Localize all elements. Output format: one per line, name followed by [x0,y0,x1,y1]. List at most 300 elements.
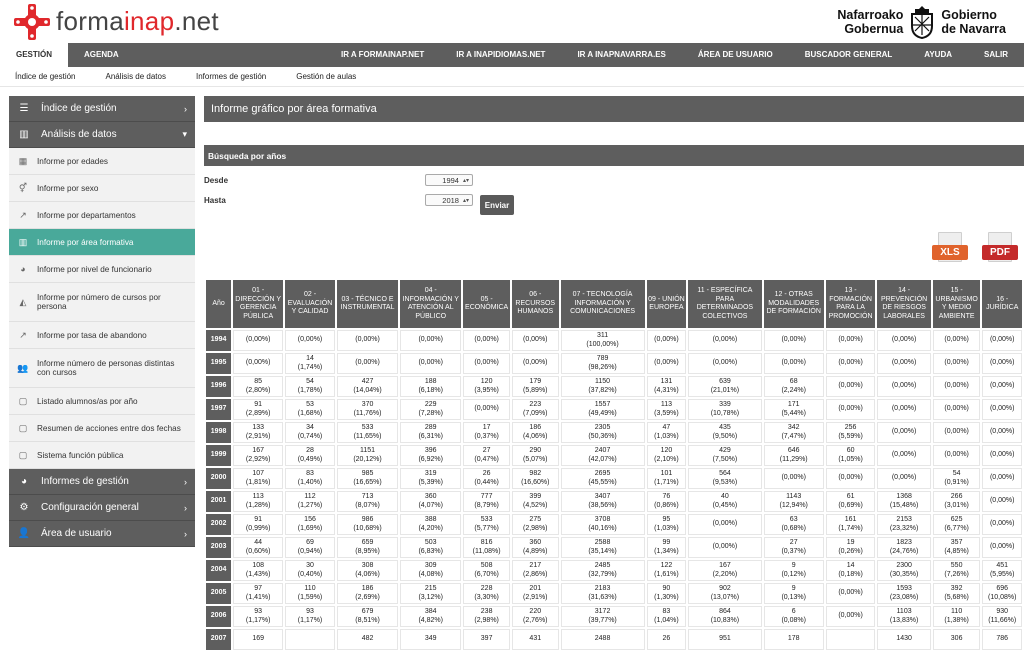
table-cell [982,376,1022,397]
table-cell [826,537,876,558]
chevron-right-icon: › [184,476,187,487]
table-body [206,330,1022,650]
table-cell [337,353,398,374]
cell-count: 1151 [360,447,376,454]
sidebar-item-edades[interactable] [9,148,195,175]
xls-label: XLS [932,245,968,260]
table-cell [647,376,687,397]
row-year: 2007 [206,629,231,650]
cell-count: 2153 [896,516,912,523]
table-cell [561,422,645,443]
table-cell [233,514,283,535]
table-cell [512,629,558,650]
cell-percent: (0,00%) [523,359,548,367]
table-cell [512,422,558,443]
table-cell [982,445,1022,466]
table-cell [688,514,761,535]
table-cell [688,491,761,512]
cell-count: 14 [306,355,314,362]
column-header: 12 - OTRAS MODALIDADES DE FORMACIÓN [764,280,824,328]
area-chart-icon: ◭ [19,296,27,307]
cell-count: 309 [424,562,437,569]
cell-count: 61 [846,493,855,500]
table-cell [285,468,335,489]
cell-count: 34 [306,424,314,431]
table-cell [512,560,558,581]
cell-count: 360 [424,493,437,500]
table-cell [400,376,461,397]
sidebar-item-listado-alumnos[interactable] [9,388,195,415]
cell-percent: (10,83%) [710,616,740,624]
cell-count: 639 [719,378,731,385]
export-pdf-button[interactable] [982,232,1020,268]
table-cell [826,583,876,604]
table-cell [233,606,283,627]
table-cell [688,445,761,466]
cell-percent: (0,00%) [891,451,917,459]
nav-inapidiomas[interactable]: IR A INAPIDIOMAS.NET [456,50,546,59]
table-cell [688,629,761,650]
desde-select[interactable] [425,174,473,186]
sidebar-item-sexo[interactable] [9,175,195,202]
table-cell [337,399,398,420]
cell-percent: (4,89%) [523,547,548,555]
cell-count: 930 [996,608,1009,615]
select-arrows-icon: ▴▾ [462,177,469,184]
cell-count: 228 [480,585,493,592]
cell-count: 28 [306,447,314,454]
cell-count: 133 [252,424,265,431]
cell-count: 26 [482,470,491,477]
row-year: 1995 [206,353,231,374]
cell-count: 91 [254,401,263,408]
cell-percent: (6,83%) [418,547,443,555]
cell-percent: (0,00%) [712,520,738,528]
cell-count: 17 [482,424,491,431]
hasta-select-value: 2018 [442,195,459,205]
table-cell [877,330,930,351]
cell-count: 1430 [896,635,912,643]
column-header-year: Año [206,280,231,328]
results-table-wrapper [204,278,1024,652]
table-cell [877,445,930,466]
cell-percent: (7,50%) [712,455,738,463]
cell-count: 659 [361,539,374,546]
cell-count: 696 [996,585,1009,592]
cell-percent: (0,13%) [781,593,806,601]
table-cell [647,445,687,466]
cell-percent: (16,60%) [521,478,550,486]
cell-count: 625 [950,516,963,523]
sidebar-analisis-datos[interactable] [9,122,195,148]
cell-percent: (1,38%) [944,616,969,624]
logo-text-inap: inap [123,6,175,36]
table-cell [463,399,510,420]
cell-percent: (32,79%) [588,570,617,578]
cell-percent: (0,86%) [654,501,679,509]
cell-count: 9 [791,562,796,569]
nav-gestion[interactable]: GESTIÓN [0,43,68,67]
main-nav [0,43,1024,67]
gobierno-navarra-logo[interactable] [837,5,1006,39]
cell-count: 2183 [594,585,611,592]
cell-percent: (0,74%) [297,432,323,440]
table-cell [764,606,824,627]
table-cell [400,537,461,558]
nav-area-usuario[interactable]: ÁREA DE USUARIO [697,50,773,59]
table-cell [233,491,283,512]
table-cell [463,468,510,489]
cell-percent: (3,30%) [474,593,499,601]
table-cell [400,514,461,535]
table-cell [826,445,876,466]
cell-count: 26 [662,635,671,643]
cell-percent: (0,00%) [781,359,806,367]
formainap-logo[interactable] [12,2,219,42]
cell-count: 30 [306,562,314,569]
cell-percent: (0,49%) [297,455,323,463]
calendar-icon: ▦ [18,155,28,166]
row-year: 2006 [206,606,231,627]
table-cell [463,560,510,581]
table-cell [877,606,930,627]
sidebar-configuracion[interactable] [9,495,195,521]
table-cell [400,468,461,489]
enviar-button[interactable]: Enviar [480,195,514,215]
table-cell [877,376,930,397]
cell-percent: (45,55%) [588,478,617,486]
cell-percent: (4,20%) [418,524,443,532]
cell-count: 108 [252,562,265,569]
table-cell [400,583,461,604]
sidebar-item-nivel-funcionario[interactable] [9,256,195,283]
table-cell [233,399,283,420]
table-cell [463,537,510,558]
table-cell [561,353,645,374]
sidebar-item-label: Sistema función pública [37,450,124,460]
table-cell [233,468,283,489]
table-row [206,468,1022,489]
cell-count: 63 [789,516,798,523]
cell-count: 40 [721,493,729,500]
cell-percent: (0,00%) [891,382,917,390]
cell-count: 76 [662,493,671,500]
hasta-select[interactable] [425,194,473,206]
sidebar-item-label: Informe por departamentos [37,210,136,220]
desde-label: Desde [204,176,229,185]
sidebar-item-resumen-acciones[interactable] [9,415,195,442]
table-cell [512,445,558,466]
results-table [204,278,1024,652]
cell-percent: (11,65%) [353,432,382,440]
sub-nav [0,67,1024,87]
table-cell [285,445,335,466]
table-cell [764,330,824,351]
table-cell [561,491,645,512]
table-cell [463,376,510,397]
cell-count: 1103 [896,608,912,615]
cell-count: 93 [306,608,314,615]
cell-percent: (1,28%) [245,501,271,509]
chevron-right-icon: › [184,528,187,539]
cell-count: 1823 [896,539,912,546]
cell-percent: (0,69%) [838,501,863,509]
table-cell [647,468,687,489]
cell-percent: (13,83%) [889,616,919,624]
subnav-analisis[interactable]: Análisis de datos [105,72,166,81]
file-icon: ▢ [18,449,28,460]
table-cell [764,537,824,558]
cell-percent: (0,00%) [891,474,917,482]
bar-chart-icon: ▥ [18,236,28,247]
nav-inapnavarra[interactable]: IR A INAPNAVARRA.ES [577,50,666,59]
cell-percent: (10,78%) [710,409,740,417]
table-cell [982,560,1022,581]
cell-count: 215 [424,585,437,592]
cell-percent: (0,00%) [474,359,499,367]
cell-count: 392 [950,585,963,592]
table-cell [400,399,461,420]
sidebar-informes-label: Informes de gestión [41,476,129,487]
cell-count: 6 [791,608,796,615]
chevron-down-icon: ▾ [182,129,187,139]
pie-chart-icon: ◕ [20,476,28,487]
cell-percent: (5,44%) [781,409,806,417]
table-cell [877,514,930,535]
gears-icon: ⚙ [19,502,29,513]
table-cell [933,445,981,466]
sidebar-area-usuario[interactable] [9,521,195,547]
cell-percent: (4,06%) [355,570,380,578]
cell-percent: (2,69%) [355,593,380,601]
cell-percent: (0,00%) [654,336,679,344]
cell-percent: (2,91%) [523,593,548,601]
cell-percent: (5,89%) [523,386,548,394]
table-cell [285,583,335,604]
table-cell [561,445,645,466]
cell-count: 120 [660,447,673,454]
table-cell [877,583,930,604]
cell-count: 384 [424,608,437,615]
bar-chart-icon: ▥ [19,129,29,140]
cell-percent: (5,95%) [989,570,1015,578]
cell-count: 786 [996,635,1009,643]
table-cell [400,560,461,581]
table-cell [512,376,558,397]
sidebar-item-funcion-publica[interactable] [9,442,195,469]
cell-count: 113 [252,493,264,500]
sidebar-item-area-formativa[interactable] [9,229,195,256]
table-cell [512,606,558,627]
table-row [206,583,1022,604]
gender-icon: ⚥ [18,182,28,193]
table-cell [982,491,1022,512]
cell-percent: (11,08%) [472,547,501,555]
table-cell [877,560,930,581]
cell-percent: (0,00%) [891,428,917,436]
main-content [204,96,1024,643]
table-cell [463,330,510,351]
sidebar-item-cursos-persona[interactable] [9,283,195,322]
cell-percent: (38,56%) [588,501,617,509]
cell-count: 3172 [594,608,611,615]
table-cell [764,629,824,650]
cell-count: 113 [660,401,672,408]
table-cell [826,491,876,512]
user-icon: 👤 [17,528,31,539]
nav-ayuda[interactable]: AYUDA [924,50,952,59]
cell-count: 110 [304,585,316,592]
cell-count: 482 [361,635,374,643]
cell-count: 112 [304,493,316,500]
table-cell [337,560,398,581]
subnav-indice[interactable]: Índice de gestión [15,72,76,81]
cell-percent: (0,45%) [712,501,738,509]
table-cell [877,491,930,512]
export-xls-button[interactable] [932,232,970,268]
gov-basque-line1: Nafarroako [837,7,904,22]
column-header: 15 - URBANISMO Y MEDIO AMBIENTE [933,280,981,328]
table-cell [233,353,283,374]
site-header [0,0,1024,43]
cell-count: 533 [480,516,493,523]
cell-percent: (0,99%) [245,524,271,532]
cell-count: 83 [662,608,671,615]
file-icon: ▢ [18,395,28,406]
table-cell [337,468,398,489]
users-icon: 👥 [17,362,29,373]
row-year: 1999 [206,445,231,466]
cell-percent: (4,31%) [654,386,679,394]
sidebar-informes-gestion[interactable] [9,469,195,495]
cell-percent: (10,08%) [988,593,1017,601]
cell-percent: (0,00%) [781,474,806,482]
cell-percent: (37,82%) [588,386,617,394]
cell-percent: (0,00%) [474,405,499,413]
hasta-label: Hasta [204,196,226,205]
cell-count: 713 [361,493,374,500]
table-cell [688,583,761,604]
subnav-informes[interactable]: Informes de gestión [195,72,267,81]
table-cell [982,606,1022,627]
cell-percent: (11,29%) [779,455,808,463]
table-cell [933,514,981,535]
cell-percent: (1,71%) [654,478,679,486]
cell-percent: (11,76%) [353,409,382,417]
table-cell [647,399,687,420]
table-cell [647,353,687,374]
cell-count: 2588 [594,539,611,546]
nav-formainap[interactable]: IR A FORMAINAP.NET [340,50,425,59]
table-cell [982,422,1022,443]
table-cell [982,399,1022,420]
cell-percent: (6,70%) [474,570,499,578]
cell-count: 256 [844,424,857,431]
cell-count: 435 [719,424,731,431]
cell-count: 290 [529,447,542,454]
row-year: 2003 [206,537,231,558]
cell-percent: (0,00%) [838,359,863,367]
cell-percent: (8,79%) [474,501,499,509]
logo-text-net: .net [174,6,219,36]
line-chart-icon: ↗ [19,329,27,340]
cell-percent: (0,00%) [245,336,271,344]
cell-percent: (1,03%) [654,432,679,440]
cell-count: 275 [529,516,542,523]
row-year: 1996 [206,376,231,397]
cell-percent: (2,92%) [245,455,271,463]
gov-spanish-line1: Gobierno [941,7,997,22]
cell-count: 85 [254,378,263,385]
table-cell [982,629,1022,650]
cell-count: 399 [529,493,542,500]
cell-percent: (0,00%) [654,359,679,367]
table-row [206,560,1022,581]
table-cell [647,583,687,604]
cell-percent: (30,35%) [889,570,919,578]
table-cell [233,537,283,558]
cell-percent: (0,00%) [838,612,863,620]
cell-count: 27 [482,447,491,454]
nav-agenda[interactable]: AGENDA [84,50,119,59]
table-cell [337,629,398,650]
cell-percent: (0,00%) [989,405,1015,413]
sidebar-indice-gestion[interactable] [9,96,195,122]
cell-percent: (3,12%) [418,593,443,601]
sidebar-item-label: Informe por área formativa [37,237,134,247]
table-cell [933,422,981,443]
sidebar-item-personas-distintas[interactable] [9,349,195,388]
cell-count: 3708 [594,516,611,523]
table-cell [512,583,558,604]
cell-percent: (2,91%) [245,432,271,440]
logo-text [56,6,219,37]
table-row [206,629,1022,650]
sidebar-item-tasa-abandono[interactable] [9,322,195,349]
table-cell [233,445,283,466]
section-title: Búsqueda por años [204,145,1024,166]
cell-percent: (4,52%) [523,501,548,509]
subnav-aulas[interactable]: Gestión de aulas [296,72,357,81]
table-cell [285,514,335,535]
cell-count: 101 [660,470,673,477]
table-cell [933,330,981,351]
pdf-label: PDF [982,245,1018,260]
table-header-row [206,280,1022,328]
sidebar-area-usuario-label: Área de usuario [41,528,112,539]
table-cell [285,491,335,512]
nav-salir[interactable]: SALIR [984,50,1008,59]
cell-count: 431 [529,635,542,643]
table-cell [233,583,283,604]
cell-percent: (1,69%) [297,524,323,532]
list-icon: ☰ [19,103,29,114]
column-header: 05 - ECONÓMICA [463,280,510,328]
gov-spanish-name [941,8,1006,36]
sidebar-item-departamentos[interactable] [9,202,195,229]
cell-percent: (50,36%) [588,432,617,440]
cell-percent: (0,00%) [418,336,443,344]
table-cell [877,399,930,420]
cell-percent: (0,00%) [989,382,1015,390]
table-cell [561,537,645,558]
cell-count: 1368 [896,493,912,500]
sidebar [9,96,195,547]
cell-percent: (8,51%) [355,616,380,624]
nav-buscador[interactable]: BUSCADOR GENERAL [804,50,893,59]
cell-count: 1143 [786,493,802,500]
cell-percent: (1,78%) [297,386,323,394]
